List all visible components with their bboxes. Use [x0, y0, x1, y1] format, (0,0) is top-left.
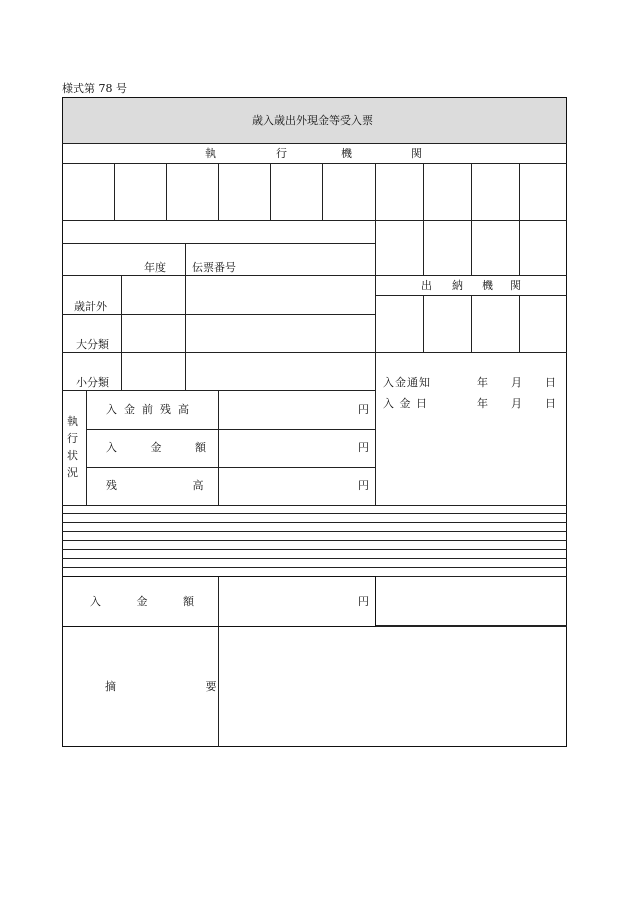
slip-number-label: 伝票番号	[192, 261, 236, 274]
status-row-unit: 円	[358, 403, 369, 416]
receipt-notice-month: 月	[511, 376, 522, 389]
receipt-notice-label: 入金通知	[383, 376, 431, 389]
summary-label: 摘 要	[105, 680, 260, 693]
execution-status-char: 執	[67, 415, 78, 428]
status-row-label: 入金前残高	[106, 403, 196, 416]
executing-agency-char: 執	[205, 147, 216, 160]
agency-code-cell[interactable]	[271, 164, 321, 219]
receipt-date-year: 年	[477, 397, 488, 410]
year-label: 年度	[144, 261, 166, 274]
form-number: 様式第 78 号	[62, 82, 127, 95]
outside-budget-label: 歳計外	[74, 300, 107, 313]
agency-code-cell[interactable]	[219, 164, 269, 219]
status-row-label: 入 金 額	[106, 441, 221, 454]
status-row-label: 残 高	[106, 479, 240, 492]
status-row-unit: 円	[358, 479, 369, 492]
agency-code-cell[interactable]	[63, 164, 113, 219]
status-row-unit: 円	[358, 441, 369, 454]
summary-input[interactable]	[220, 628, 565, 745]
executing-agency-char: 機	[341, 147, 352, 160]
deposit-amount-unit: 円	[358, 595, 369, 608]
executing-agency-char: 行	[276, 147, 287, 160]
execution-status-char: 行	[67, 432, 78, 445]
agency-code-cell[interactable]	[323, 164, 374, 219]
execution-status-char: 状	[67, 449, 78, 462]
execution-status-char: 況	[67, 466, 78, 479]
agency-code-cell[interactable]	[115, 164, 165, 219]
receipt-notice-day: 日	[545, 376, 556, 389]
deposit-amount-label: 入 金 額	[90, 595, 210, 608]
treasury-agency-char: 機	[482, 279, 493, 292]
form-title: 歳入歳出外現金等受入票	[252, 114, 373, 127]
minor-category-label: 小分類	[76, 376, 109, 389]
treasury-agency-char: 出	[421, 279, 432, 292]
treasury-agency-char: 関	[510, 279, 521, 292]
receipt-date-label: 入 金 日	[383, 397, 428, 410]
executing-agency-char: 関	[411, 147, 422, 160]
receipt-notice-year: 年	[477, 376, 488, 389]
receipt-date-day: 日	[545, 397, 556, 410]
agency-code-cell[interactable]	[167, 164, 217, 219]
major-category-label: 大分類	[76, 338, 109, 351]
treasury-agency-char: 納	[452, 279, 463, 292]
deposit-amount-input[interactable]	[220, 578, 350, 624]
receipt-date-month: 月	[511, 397, 522, 410]
